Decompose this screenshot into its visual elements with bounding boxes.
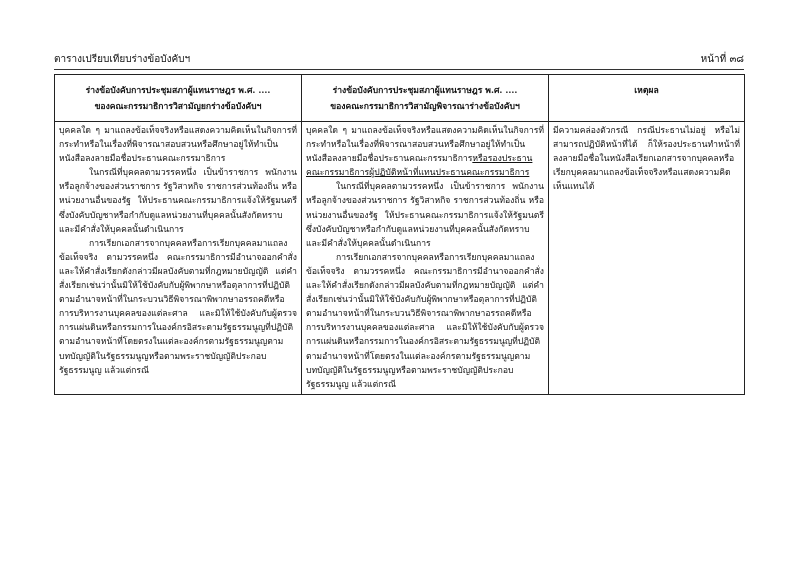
table-row <box>55 122 745 395</box>
document-title: ตารางเปรียบเทียบร่างข้อบังคับฯ <box>54 54 191 65</box>
page-header <box>54 52 744 68</box>
cell-reason <box>549 122 745 395</box>
page-number: หน้าที่ ๓๘ <box>700 54 744 65</box>
paragraph: บุคคลใด ๆ มาแถลงข้อเท็จจริงหรือแสดงความคิดเห็นในกิจการที่กระทำหรือในเรื่องที่พิจารณาสอบสวนหรือศึกษาอยู่ให้ทำเป็นหนังสือลงลายมือชื่อประธานคณะกรรมาธิการ <box>59 126 297 165</box>
cell-review-committee <box>302 122 549 395</box>
paragraph: การเรียกเอกสารจากบุคคลหรือการเรียกบุคคลมาแถลงข้อเท็จจริง ตามวรรคหนึ่ง คณะกรรมาธิการมีอำนาจออกคำสั่ง และให้คำสั่งเรียกดังกล่าวมีผลบังคับตามที่กฎหมายบัญญัติ แต่คำสั่งเรียกเช่นว่านั้นมิให้ใช้บังคับกับผู้พิพากษาหรือตุลาการที่ปฏิบัติตามอำนาจหน้าที่ในกระบวนวิธีพิจารณาพิพากษาอรรถคดีหรือการบริหารงานบุคคลของแต่ละศาล และมิให้ใช้บังคับกับผู้ตรวจการแผ่นดินหรือกรรมการในองค์กรอิสระตามรัฐธรรมนูญที่ปฏิบัติตามอำนาจหน้าที่โดยตรงในแต่ละองค์กรตามรัฐธรรมนูญตามบทบัญญัติในรัฐธรรมนูญหรือตามพระราชบัญญัติประกอบรัฐธรรมนูญ แล้วแต่กรณี <box>306 252 544 390</box>
column-header-line: เหตุผล <box>634 86 659 96</box>
paragraph: ในกรณีที่บุคคลตามวรรคหนึ่ง เป็นข้าราชการ พนักงาน หรือลูกจ้างของส่วนราชการ รัฐวิสาหกิจ ราชการส่วนท้องถิ่น หรือหน่วยงานอื่นของรัฐ ให้ประธานคณะกรรมาธิการแจ้งให้รัฐมนตรีซึ่งบังคับบัญชาหรือกำกับดูแลหน่วยงานที่บุคคลนั้นสังกัดทราบและมีคำสั่งให้บุคคลนั้นดำเนินการ <box>59 168 297 235</box>
comparison-table <box>54 74 745 395</box>
table-header-row <box>55 75 745 122</box>
header-rule <box>54 69 744 70</box>
amended-text: หรือรองประธานคณะกรรมาธิการผู้ปฏิบัติหน้าที่แทนประธานคณะกรรมาธิการ <box>306 154 533 179</box>
column-header-line: ร่างข้อบังคับการประชุมสภาผู้แทนราษฎร พ.ศ. .... <box>332 86 518 96</box>
paragraph-text: บุคคลใด ๆ มาแถลงข้อเท็จจริงหรือแสดงความคิดเห็นในกิจการที่กระทำหรือในเรื่องที่พิจารณาสอบสวนหรือศึกษาอยู่ให้ทำเป็นหนังสือลงลายมือชื่อประธานคณะกรรมาธิการ <box>306 126 544 165</box>
paragraph: ในกรณีที่บุคคลตามวรรคหนึ่ง เป็นข้าราชการ พนักงาน หรือลูกจ้างของส่วนราชการ รัฐวิสาหกิจ ราชการส่วนท้องถิ่น หรือหน่วยงานอื่นของรัฐ ให้ประธานคณะกรรมาธิการแจ้งให้รัฐมนตรีซึ่งบังคับบัญชาหรือกำกับดูแลหน่วยงานที่บุคคลนั้นสังกัดทราบและมีคำสั่งให้บุคคลนั้นดำเนินการ <box>306 182 544 249</box>
column-header-line: ของคณะกรรมาธิการวิสามัญพิจารณาร่างข้อบังคับฯ <box>330 102 520 112</box>
cell-committee-draft <box>55 122 302 395</box>
paragraph <box>306 124 544 180</box>
column-header-line: ร่างข้อบังคับการประชุมสภาผู้แทนราษฎร พ.ศ. .... <box>85 86 271 96</box>
column-header-review-committee <box>302 75 549 122</box>
paragraph: การเรียกเอกสารจากบุคคลหรือการเรียกบุคคลมาแถลงข้อเท็จจริง ตามวรรคหนึ่ง คณะกรรมาธิการมีอำนาจออกคำสั่ง และให้คำสั่งเรียกดังกล่าวมีผลบังคับตามที่กฎหมายบัญญัติ แต่คำสั่งเรียกเช่นว่านั้นมิให้ใช้บังคับกับผู้พิพากษาหรือตุลาการที่ปฏิบัติตามอำนาจหน้าที่ในกระบวนวิธีพิจารณาพิพากษาอรรถคดีหรือการบริหารงานบุคคลของแต่ละศาล และมิให้ใช้บังคับกับผู้ตรวจการแผ่นดินหรือกรรมการในองค์กรอิสระตามรัฐธรรมนูญที่ปฏิบัติตามอำนาจหน้าที่โดยตรงในแต่ละองค์กรตามรัฐธรรมนูญตามบทบัญญัติในรัฐธรรมนูญหรือตามพระราชบัญญัติประกอบรัฐธรรมนูญ แล้วแต่กรณี <box>59 238 297 376</box>
reason-text: มีความคล่องตัวกรณี กรณีประธานไม่อยู่ หรือไม่สามารถปฏิบัติหน้าที่ได้ ก็ให้รองประธานทำหน้าที่ลงลายมือชื่อในหนังสือเรียกเอกสารจากบุคคลหรือเรียกบุคคลมาแถลงข้อเท็จจริงหรือแสดงความคิดเห็นแทนได้ <box>553 126 740 193</box>
column-header-reason <box>549 75 745 122</box>
column-header-line: ของคณะกรรมาธิการวิสามัญยกร่างข้อบังคับฯ <box>94 102 262 112</box>
column-header-committee-draft <box>55 75 302 122</box>
